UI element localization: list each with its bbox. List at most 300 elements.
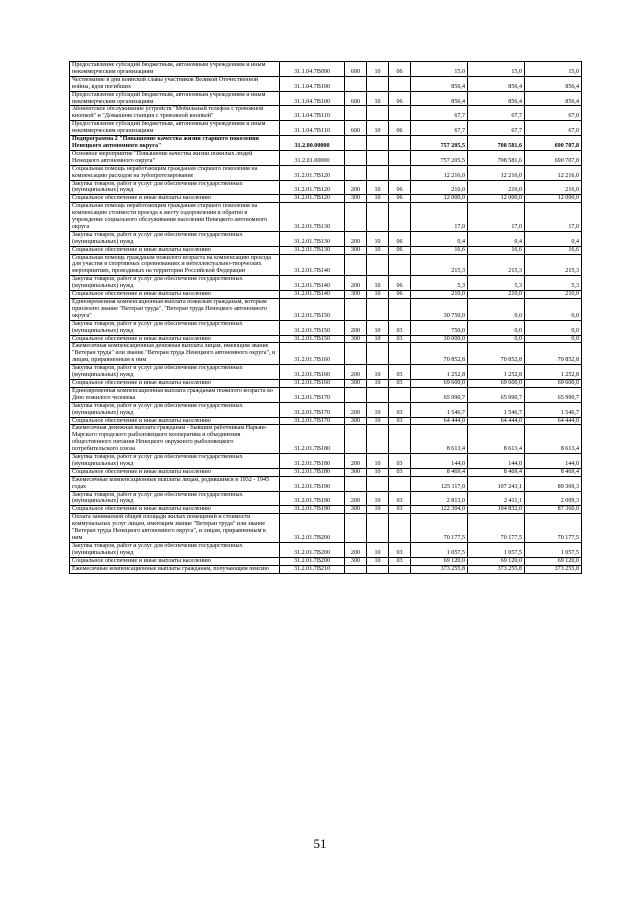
table-row <box>70 299 582 321</box>
amount-year1-cell: 210,0 <box>411 291 468 299</box>
subsection-cell: 03 <box>389 557 411 565</box>
table-row <box>70 425 582 454</box>
amount-year1-cell: 144,0 <box>411 454 468 469</box>
amount-year1-cell: 12 000,0 <box>411 195 468 203</box>
target-article-cell: 31.2.01.7В200 <box>280 514 345 543</box>
section-cell <box>367 343 389 365</box>
expense-type-cell <box>345 136 367 151</box>
target-article-cell: 31.2.01.7В170 <box>280 402 345 417</box>
row-name-cell: Социальное обеспечение и иные выплаты населению <box>70 379 280 387</box>
table-row <box>70 76 582 91</box>
target-article-cell: 31.2.01.7В140 <box>280 254 345 276</box>
amount-year3-cell: 17,0 <box>525 203 582 232</box>
section-cell: 10 <box>367 417 389 425</box>
section-cell: 10 <box>367 365 389 380</box>
row-name-cell: Социальная помощь неработающим гражданам старшего поколения на компенсацию стоимости проезда к месту оздоровления и обратно в учреждение социального обслуживания населения Ненецкого автономного округа <box>70 203 280 232</box>
amount-year3-cell: 1 546,7 <box>525 402 582 417</box>
section-cell: 10 <box>367 195 389 203</box>
expense-type-cell: 300 <box>345 468 367 476</box>
table-row <box>70 417 582 425</box>
table-row <box>70 468 582 476</box>
amount-year1-cell: 1 057,5 <box>411 542 468 557</box>
budget-table <box>69 61 582 574</box>
section-cell <box>367 425 389 454</box>
expense-type-cell <box>345 203 367 232</box>
table-row <box>70 91 582 106</box>
target-article-cell: 31.1.04.7В110 <box>280 121 345 136</box>
amount-year1-cell: 757 205,5 <box>411 150 468 165</box>
table-row <box>70 121 582 136</box>
amount-year1-cell: 30 000,0 <box>411 335 468 343</box>
amount-year2-cell: 65 990,7 <box>468 387 525 402</box>
expense-type-cell: 200 <box>345 402 367 417</box>
amount-year1-cell: 70 177,5 <box>411 514 468 543</box>
expense-type-cell: 600 <box>345 91 367 106</box>
expense-type-cell: 200 <box>345 180 367 195</box>
subsection-cell: 06 <box>389 276 411 291</box>
target-article-cell: 31.2.01.7В130 <box>280 231 345 246</box>
amount-year2-cell: 2 411,1 <box>468 491 525 506</box>
row-name-cell: Предоставление субсидий бюджетным, автономным учреждениям и иным некоммерческим организациям <box>70 62 280 77</box>
target-article-cell: 31.2.01.7В180 <box>280 454 345 469</box>
amount-year2-cell: 1 252,8 <box>468 365 525 380</box>
table-row <box>70 231 582 246</box>
subsection-cell <box>389 106 411 121</box>
table-row <box>70 335 582 343</box>
expense-type-cell: 300 <box>345 557 367 565</box>
section-cell <box>367 76 389 91</box>
target-article-cell: 31.1.04.7В100 <box>280 91 345 106</box>
target-article-cell: 31.2.01.7В160 <box>280 379 345 387</box>
target-article-cell: 31.1.04.7В090 <box>280 62 345 77</box>
table-row <box>70 387 582 402</box>
amount-year3-cell: 64 444,0 <box>525 417 582 425</box>
amount-year1-cell: 70 852,8 <box>411 343 468 365</box>
section-cell: 10 <box>367 557 389 565</box>
row-name-cell: Основное мероприятие "Повышение качества жизни пожилых людей Ненецкого автономного округа" <box>70 150 280 165</box>
subsection-cell <box>389 203 411 232</box>
amount-year2-cell: 12 216,0 <box>468 165 525 180</box>
row-name-cell: Ежемесячные компенсационные выплаты лицам, родившимся в 1932 - 1945 годах <box>70 476 280 491</box>
amount-year1-cell: 2 813,0 <box>411 491 468 506</box>
target-article-cell: 31.2.01.7В160 <box>280 343 345 365</box>
amount-year3-cell: 70 852,8 <box>525 343 582 365</box>
amount-year2-cell: 0,4 <box>468 231 525 246</box>
amount-year1-cell: 125 117,0 <box>411 476 468 491</box>
amount-year1-cell: 216,0 <box>411 180 468 195</box>
amount-year2-cell: 70 852,8 <box>468 343 525 365</box>
section-cell: 10 <box>367 320 389 335</box>
amount-year1-cell: 122 304,0 <box>411 506 468 514</box>
table-row <box>70 320 582 335</box>
amount-year2-cell: 216,0 <box>468 180 525 195</box>
section-cell: 10 <box>367 491 389 506</box>
section-cell: 10 <box>367 231 389 246</box>
row-name-cell: Закупка товаров, работ и услуг для обеспечения государственных (муниципальных) нужд <box>70 320 280 335</box>
amount-year2-cell: 104 832,0 <box>468 506 525 514</box>
section-cell <box>367 514 389 543</box>
section-cell: 10 <box>367 180 389 195</box>
row-name-cell: Социальное обеспечение и иные выплаты населению <box>70 195 280 203</box>
amount-year3-cell: 69 120,0 <box>525 557 582 565</box>
row-name-cell: Социальное обеспечение и иные выплаты населению <box>70 246 280 254</box>
row-name-cell: Закупка товаров, работ и услуг для обеспечения государственных (муниципальных) нужд <box>70 180 280 195</box>
subsection-cell: 06 <box>389 62 411 77</box>
section-cell: 10 <box>367 246 389 254</box>
amount-year2-cell: 856,4 <box>468 91 525 106</box>
amount-year1-cell: 373 255,8 <box>411 565 468 573</box>
row-name-cell: Социальная помощь неработающим гражданам старшего поколения на компенсацию расходов на зубопротезирование <box>70 165 280 180</box>
row-name-cell: Социальное обеспечение и иные выплаты населению <box>70 417 280 425</box>
amount-year3-cell: 216,0 <box>525 180 582 195</box>
section-cell <box>367 387 389 402</box>
expense-type-cell: 200 <box>345 542 367 557</box>
amount-year3-cell: 0,4 <box>525 231 582 246</box>
expense-type-cell <box>345 425 367 454</box>
amount-year1-cell: 8 469,4 <box>411 468 468 476</box>
expense-type-cell <box>345 150 367 165</box>
subsection-cell: 03 <box>389 379 411 387</box>
subsection-cell: 03 <box>389 365 411 380</box>
amount-year2-cell: 64 444,0 <box>468 417 525 425</box>
amount-year3-cell: 856,4 <box>525 76 582 91</box>
expense-type-cell <box>345 76 367 91</box>
expense-type-cell <box>345 106 367 121</box>
amount-year1-cell: 12 216,0 <box>411 165 468 180</box>
subsection-cell: 06 <box>389 91 411 106</box>
amount-year1-cell: 8 613,4 <box>411 425 468 454</box>
table-row <box>70 62 582 77</box>
amount-year3-cell: 2 009,3 <box>525 491 582 506</box>
amount-year1-cell: 1 546,7 <box>411 402 468 417</box>
subsection-cell: 03 <box>389 506 411 514</box>
amount-year2-cell: 70 177,5 <box>468 514 525 543</box>
subsection-cell: 06 <box>389 195 411 203</box>
section-cell: 10 <box>367 468 389 476</box>
target-article-cell: 31.2.01.7В160 <box>280 365 345 380</box>
table-row <box>70 365 582 380</box>
amount-year1-cell: 856,4 <box>411 76 468 91</box>
row-name-cell: Социальное обеспечение и иные выплаты населению <box>70 291 280 299</box>
target-article-cell: 31.2.00.00000 <box>280 136 345 151</box>
amount-year3-cell: 215,3 <box>525 254 582 276</box>
subsection-cell <box>389 565 411 573</box>
expense-type-cell: 600 <box>345 62 367 77</box>
target-article-cell: 31.2.01.7В180 <box>280 425 345 454</box>
row-name-cell: Единовременная компенсационная выплата пожилым гражданам, которым присвоено звание "Ветеран труда", "Ветеран труда Ненецкого автономного округа" <box>70 299 280 321</box>
amount-year3-cell: 16,6 <box>525 246 582 254</box>
amount-year3-cell: 373 255,8 <box>525 565 582 573</box>
amount-year3-cell: 1 252,8 <box>525 365 582 380</box>
row-name-cell: Закупка товаров, работ и услуг для обеспечения государственных (муниципальных) нужд <box>70 276 280 291</box>
section-cell <box>367 254 389 276</box>
expense-type-cell <box>345 165 367 180</box>
subsection-cell: 03 <box>389 468 411 476</box>
expense-type-cell: 300 <box>345 291 367 299</box>
expense-type-cell: 200 <box>345 365 367 380</box>
row-name-cell: Ежемесячная денежная выплата гражданам - бывшим работникам Нарьян-Марского городского рыболовецкого кооператива и объединения общественного питания Ненецкого окружного рыболовецкого потребительского союза <box>70 425 280 454</box>
amount-year2-cell: 69 120,0 <box>468 557 525 565</box>
amount-year2-cell: 373 255,8 <box>468 565 525 573</box>
target-article-cell: 31.2.01.7В170 <box>280 417 345 425</box>
expense-type-cell <box>345 514 367 543</box>
expense-type-cell: 200 <box>345 491 367 506</box>
expense-type-cell: 600 <box>345 121 367 136</box>
section-cell: 10 <box>367 335 389 343</box>
amount-year1-cell: 67,7 <box>411 121 468 136</box>
expense-type-cell: 300 <box>345 506 367 514</box>
subsection-cell: 06 <box>389 180 411 195</box>
subsection-cell: 06 <box>389 231 411 246</box>
subsection-cell <box>389 387 411 402</box>
target-article-cell: 31.2.01.7В140 <box>280 276 345 291</box>
subsection-cell <box>389 299 411 321</box>
section-cell: 10 <box>367 276 389 291</box>
table-row <box>70 165 582 180</box>
subsection-cell: 03 <box>389 402 411 417</box>
page-number: 51 <box>313 836 327 851</box>
amount-year1-cell: 215,3 <box>411 254 468 276</box>
subsection-cell <box>389 150 411 165</box>
section-cell <box>367 476 389 491</box>
amount-year2-cell: 67,7 <box>468 106 525 121</box>
amount-year3-cell: 856,4 <box>525 91 582 106</box>
target-article-cell: 31.1.04.7В100 <box>280 76 345 91</box>
table-row <box>70 506 582 514</box>
amount-year3-cell: 69 600,0 <box>525 379 582 387</box>
table-row <box>70 291 582 299</box>
amount-year3-cell: 89 369,3 <box>525 476 582 491</box>
row-name-cell: Социальное обеспечение и иные выплаты населению <box>70 506 280 514</box>
target-article-cell: 31.1.04.7В110 <box>280 106 345 121</box>
amount-year2-cell: 67,7 <box>468 121 525 136</box>
target-article-cell: 31.2.01.7В130 <box>280 246 345 254</box>
expense-type-cell: 300 <box>345 246 367 254</box>
subsection-cell <box>389 425 411 454</box>
table-row <box>70 195 582 203</box>
subsection-cell: 03 <box>389 454 411 469</box>
row-name-cell: Закупка товаров, работ и услуг для обеспечения государственных (муниципальных) нужд <box>70 402 280 417</box>
target-article-cell: 31.2.01.7В120 <box>280 195 345 203</box>
row-name-cell: Социальная помощь гражданам пожилого возраста на компенсацию проезда для участия в спортивных соревнованиях и интеллектуально-творческих мероприятиях, проводимых на территории Российской Федерации <box>70 254 280 276</box>
amount-year3-cell: 144,0 <box>525 454 582 469</box>
amount-year3-cell: 87 360,0 <box>525 506 582 514</box>
amount-year1-cell: 69 600,0 <box>411 379 468 387</box>
expense-type-cell <box>345 565 367 573</box>
expense-type-cell: 300 <box>345 195 367 203</box>
target-article-cell: 31.2.01.00000 <box>280 150 345 165</box>
expense-type-cell <box>345 387 367 402</box>
row-name-cell: Единовременная компенсационная выплата гражданам пожилого возраста ко Дню пожилого человека <box>70 387 280 402</box>
expense-type-cell: 200 <box>345 320 367 335</box>
amount-year2-cell: 0,0 <box>468 320 525 335</box>
expense-type-cell: 300 <box>345 417 367 425</box>
target-article-cell: 31.2.01.7В200 <box>280 557 345 565</box>
subsection-cell: 03 <box>389 417 411 425</box>
expense-type-cell: 200 <box>345 454 367 469</box>
section-cell <box>367 150 389 165</box>
amount-year1-cell: 1 252,8 <box>411 365 468 380</box>
row-name-cell: Социальное обеспечение и иные выплаты населению <box>70 468 280 476</box>
amount-year1-cell: 0,4 <box>411 231 468 246</box>
subsection-cell <box>389 76 411 91</box>
table-row <box>70 343 582 365</box>
amount-year3-cell: 67,0 <box>525 121 582 136</box>
section-cell: 10 <box>367 506 389 514</box>
table-row <box>70 203 582 232</box>
amount-year1-cell: 65 990,7 <box>411 387 468 402</box>
expense-type-cell <box>345 299 367 321</box>
subsection-cell: 06 <box>389 246 411 254</box>
subsection-cell <box>389 254 411 276</box>
amount-year3-cell: 12 000,0 <box>525 195 582 203</box>
amount-year2-cell: 69 600,0 <box>468 379 525 387</box>
amount-year1-cell: 30 750,0 <box>411 299 468 321</box>
amount-year2-cell: 16,6 <box>468 246 525 254</box>
subsection-cell: 03 <box>389 335 411 343</box>
row-name-cell: Абонентское обслуживание устройств "Мобильный телефон с тревожной кнопкой" и "Домашняя станция с тревожной кнопкой" <box>70 106 280 121</box>
amount-year2-cell: 708 581,6 <box>468 136 525 151</box>
subsection-cell: 03 <box>389 542 411 557</box>
expense-type-cell <box>345 476 367 491</box>
table-row <box>70 542 582 557</box>
table-row <box>70 557 582 565</box>
target-article-cell: 31.2.01.7В210 <box>280 565 345 573</box>
row-name-cell: Закупка товаров, работ и услуг для обеспечения государственных (муниципальных) нужд <box>70 231 280 246</box>
section-cell: 10 <box>367 291 389 299</box>
row-name-cell: Социальное обеспечение и иные выплаты населению <box>70 557 280 565</box>
target-article-cell: 31.2.01.7В190 <box>280 476 345 491</box>
amount-year3-cell: 690 707,8 <box>525 150 582 165</box>
amount-year1-cell: 64 444,0 <box>411 417 468 425</box>
amount-year2-cell: 5,3 <box>468 276 525 291</box>
amount-year1-cell: 17,0 <box>411 203 468 232</box>
amount-year2-cell: 8 613,4 <box>468 425 525 454</box>
subsection-cell <box>389 343 411 365</box>
subsection-cell <box>389 476 411 491</box>
target-article-cell: 31.2.01.7В170 <box>280 387 345 402</box>
table-row <box>70 514 582 543</box>
amount-year2-cell: 144,0 <box>468 454 525 469</box>
amount-year2-cell: 0,0 <box>468 335 525 343</box>
target-article-cell: 31.2.01.7В120 <box>280 180 345 195</box>
expense-type-cell: 300 <box>345 335 367 343</box>
row-name-cell: Предоставление субсидий бюджетным, автономным учреждениям и иным некоммерческим организациям <box>70 121 280 136</box>
target-article-cell: 31.2.01.7В180 <box>280 468 345 476</box>
section-cell <box>367 165 389 180</box>
table-row <box>70 246 582 254</box>
expense-type-cell: 200 <box>345 231 367 246</box>
amount-year1-cell: 67,7 <box>411 106 468 121</box>
amount-year1-cell: 856,4 <box>411 91 468 106</box>
amount-year3-cell: 5,3 <box>525 276 582 291</box>
table-row <box>70 276 582 291</box>
section-cell <box>367 136 389 151</box>
amount-year2-cell: 215,3 <box>468 254 525 276</box>
section-cell: 10 <box>367 91 389 106</box>
subsection-cell <box>389 165 411 180</box>
amount-year2-cell: 8 469,4 <box>468 468 525 476</box>
section-cell <box>367 203 389 232</box>
subsection-cell: 06 <box>389 291 411 299</box>
section-cell <box>367 565 389 573</box>
amount-year2-cell: 0,0 <box>468 299 525 321</box>
row-name-cell: Оплата занимаемой общей площади жилых помещений и стоимости коммунальных услуг лицам, имеющим звание "Ветеран труда" или звание "Ветеран труда Ненецкого автономного округа", и лицам, приравненным к ним <box>70 514 280 543</box>
row-name-cell: Социальное обеспечение и иные выплаты населению <box>70 335 280 343</box>
section-cell: 10 <box>367 454 389 469</box>
row-name-cell: Ежемесячная компенсационная денежная выплата лицам, имеющим звание "Ветеран труда" или звание "Ветеран труда Ненецкого автономного округа", и лицам, приравненным к ним <box>70 343 280 365</box>
subsection-cell: 03 <box>389 320 411 335</box>
amount-year3-cell: 65 990,7 <box>525 387 582 402</box>
amount-year2-cell: 17,0 <box>468 203 525 232</box>
row-name-cell: Закупка товаров, работ и услуг для обеспечения государственных (муниципальных) нужд <box>70 491 280 506</box>
amount-year3-cell: 70 177,5 <box>525 514 582 543</box>
amount-year3-cell: 0,0 <box>525 299 582 321</box>
row-name-cell: Закупка товаров, работ и услуг для обеспечения государственных (муниципальных) нужд <box>70 542 280 557</box>
amount-year3-cell: 15,0 <box>525 62 582 77</box>
amount-year1-cell: 757 205,5 <box>411 136 468 151</box>
amount-year2-cell: 856,4 <box>468 76 525 91</box>
amount-year3-cell: 690 707,8 <box>525 136 582 151</box>
amount-year1-cell: 5,3 <box>411 276 468 291</box>
table-row <box>70 180 582 195</box>
amount-year3-cell: 12 216,0 <box>525 165 582 180</box>
amount-year2-cell: 210,0 <box>468 291 525 299</box>
amount-year3-cell: 0,0 <box>525 320 582 335</box>
amount-year3-cell: 210,0 <box>525 291 582 299</box>
target-article-cell: 31.2.01.7В190 <box>280 491 345 506</box>
expense-type-cell: 200 <box>345 276 367 291</box>
amount-year3-cell: 1 057,5 <box>525 542 582 557</box>
target-article-cell: 31.2.01.7В130 <box>280 203 345 232</box>
section-cell <box>367 106 389 121</box>
amount-year1-cell: 16,6 <box>411 246 468 254</box>
table-row <box>70 254 582 276</box>
table-row <box>70 150 582 165</box>
row-name-cell: Чествование в дни воинской славы участников Великой Отечественной войны, вдов погибших <box>70 76 280 91</box>
subsection-cell <box>389 136 411 151</box>
target-article-cell: 31.2.01.7В140 <box>280 291 345 299</box>
expense-type-cell <box>345 343 367 365</box>
row-name-cell: Закупка товаров, работ и услуг для обеспечения государственных (муниципальных) нужд <box>70 365 280 380</box>
target-article-cell: 31.2.01.7В200 <box>280 542 345 557</box>
row-name-cell: Закупка товаров, работ и услуг для обеспечения государственных (муниципальных) нужд <box>70 454 280 469</box>
section-cell: 10 <box>367 542 389 557</box>
subsection-cell: 06 <box>389 121 411 136</box>
target-article-cell: 31.2.01.7В150 <box>280 320 345 335</box>
amount-year3-cell: 8 613,4 <box>525 425 582 454</box>
expense-type-cell <box>345 254 367 276</box>
row-name-cell: Предоставление субсидий бюджетным, автономным учреждениям и иным некоммерческим организациям <box>70 91 280 106</box>
table-row <box>70 454 582 469</box>
row-name-cell: Ежемесячные компенсационные выплаты гражданам, получающим пенсию <box>70 565 280 573</box>
amount-year2-cell: 12 000,0 <box>468 195 525 203</box>
row-name-cell: Подпрограмма 2 "Повышение качества жизни старшего поколения Ненецкого автономного округа" <box>70 136 280 151</box>
table-row <box>70 402 582 417</box>
section-cell: 10 <box>367 379 389 387</box>
amount-year2-cell: 15,0 <box>468 62 525 77</box>
amount-year2-cell: 708 581,6 <box>468 150 525 165</box>
table-row <box>70 491 582 506</box>
target-article-cell: 31.2.01.7В190 <box>280 506 345 514</box>
target-article-cell: 31.2.01.7В150 <box>280 335 345 343</box>
budget-sheet <box>69 61 582 574</box>
amount-year3-cell: 8 469,4 <box>525 468 582 476</box>
amount-year1-cell: 69 120,0 <box>411 557 468 565</box>
amount-year1-cell: 15,0 <box>411 62 468 77</box>
amount-year1-cell: 750,0 <box>411 320 468 335</box>
amount-year2-cell: 107 243,1 <box>468 476 525 491</box>
